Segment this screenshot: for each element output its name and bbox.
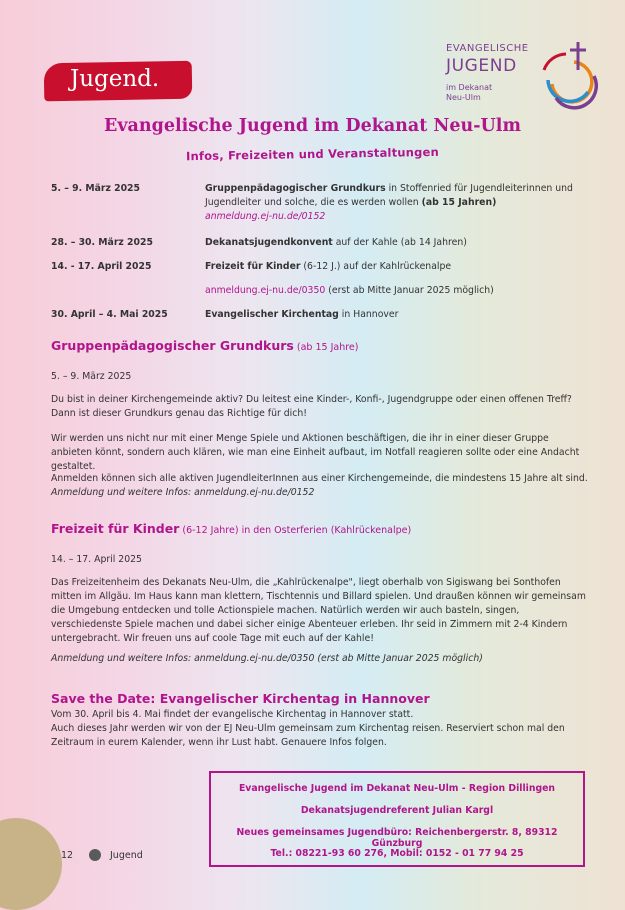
- footer-section: Jugend: [110, 850, 143, 861]
- schedule-desc: [205, 308, 600, 322]
- footer-dot-icon: [89, 849, 101, 861]
- schedule-note: (ab 15 Jahren): [421, 197, 497, 208]
- grundkurs-date: 5. – 9. März 2025: [51, 371, 132, 382]
- contact-organization: Evangelische Jugend im Dekanat Neu-Ulm - Region Dillingen: [238, 783, 556, 794]
- page-subtitle: Infos, Freizeiten und Veranstaltungen: [185, 144, 440, 164]
- grundkurs-paragraph-1: Du bist in deiner Kirchengemeinde aktiv? Du leitest eine Kinder-, Konfi-, Jugendgruppe oder einen offenen Treff? Dann ist dieser Grundkurs genau das Richtige für dich!: [51, 394, 572, 419]
- logo-line-jugend: JUGEND: [446, 56, 517, 76]
- freizeit-date: 14. – 17. April 2025: [51, 554, 142, 565]
- page-number: 12: [61, 850, 74, 861]
- schedule-date: 14. - 17. April 2025: [51, 261, 152, 272]
- cross-circle-icon: [530, 40, 606, 112]
- freizeit-heading-note: (6-12 Jahre) in den Osterferien (Kahlrückenalpe): [179, 525, 412, 536]
- schedule-text: auf der Kahle (ab 14 Jahren): [332, 237, 467, 248]
- banner-text: Jugend.: [70, 66, 160, 92]
- schedule-text: (6-12 J.) auf der Kahlrückenalpe: [300, 261, 452, 272]
- kirchentag-line-1: Vom 30. April bis 4. Mai findet der evangelische Kirchentag in Hannover statt.: [51, 709, 414, 720]
- schedule-title: Freizeit für Kinder: [205, 261, 301, 272]
- page-title: Evangelische Jugend im Dekanat Neu-Ulm: [104, 116, 521, 136]
- contact-address: Neues gemeinsames Jugendbüro: Reichenbergerstr. 8, 89312 Günzburg: [236, 827, 558, 849]
- contact-phone: Tel.: 08221-93 60 276, Mobil: 0152 - 01 77 94 25: [270, 848, 524, 859]
- contact-box: [209, 771, 585, 867]
- schedule-text: in Stoffenried für Jugendleiterinnen und Jugendleiter und solche, die es werden wollen: [205, 183, 573, 208]
- grundkurs-link[interactable]: Anmeldung und weitere Infos: anmeldung.ej-nu.de/0152: [51, 487, 315, 498]
- kirchentag-heading: Save the Date: Evangelischer Kirchentag in Hannover: [51, 691, 430, 706]
- freizeit-link[interactable]: Anmeldung und weitere Infos: anmeldung.ej-nu.de/0350 (erst ab Mitte Januar 2025 möglich): [51, 653, 483, 664]
- schedule-title: Gruppenpädagogischer Grundkurs: [205, 183, 386, 194]
- grundkurs-paragraph-3: Anmelden können sich alle aktiven JugendleiterInnen aus einer Kirchengemeinde, die mindestens 15 Jahre alt sind.: [51, 473, 588, 484]
- kirchentag-line-2: Auch dieses Jahr werden wir von der EJ Neu-Ulm gemeinsam zum Kirchentag reisen. Reserviert schon mal den Zeitraum in eurem Kalender, wenn ihr Lust habt. Genauere Infos folgen.: [51, 723, 565, 748]
- schedule-desc: [205, 284, 600, 298]
- schedule-link[interactable]: anmeldung.ej-nu.de/0152: [205, 211, 326, 222]
- schedule-desc: [205, 182, 600, 224]
- schedule-title: Dekanatsjugendkonvent: [205, 237, 333, 248]
- grundkurs-heading-text: Gruppenpädagogischer Grundkurs: [51, 338, 294, 353]
- corner-circle-decoration: [0, 818, 62, 910]
- grundkurs-paragraph-2: Wir werden uns nicht nur mit einer Menge Spiele und Aktionen beschäftigen, die ihr in einer dieser Gruppe anbieten könnt, sondern auch klären, wie man eine Einheit aufbaut, im Notfall reagieren sollte oder eine Andacht gestaltet.: [51, 433, 580, 472]
- schedule-date: 30. April – 4. Mai 2025: [51, 309, 168, 320]
- grundkurs-heading: [51, 338, 358, 353]
- freizeit-heading: [51, 521, 411, 536]
- schedule-text: in Hannover: [338, 309, 399, 320]
- logo-line-evangelische: EVANGELISCHE: [446, 43, 529, 54]
- freizeit-paragraph: Das Freizeitenheim des Dekanats Neu-Ulm, die „Kahlrückenalpe", liegt oberhalb von Sigiswang bei Sonthofen mitten im Allgäu. Im Haus kann man klettern, Tischtennis und Billard spielen. Und draußen können wir gemeinsam die Umgebung entdecken und tolle Actionspiele machen. Natürlich werden wir auch basteln, singen, verschiedenste Spiele machen und dabei sicher einige Abenteuer erleben. Ihr seid in Zimmern mit 2-4 Kindern untergebracht. Wir freuen uns auf coole Tage mit euch auf der Kahle!: [51, 577, 586, 644]
- schedule-desc: [205, 260, 600, 274]
- logo-line-neu-ulm: Neu-Ulm: [446, 93, 481, 102]
- schedule-desc: [205, 236, 600, 250]
- ej-logo: [446, 40, 606, 112]
- grundkurs-heading-note: (ab 15 Jahre): [293, 342, 359, 353]
- schedule-date: 28. – 30. März 2025: [51, 237, 153, 248]
- schedule-link[interactable]: anmeldung.ej-nu.de/0350: [205, 285, 326, 296]
- schedule-title: Evangelischer Kirchentag: [205, 309, 339, 320]
- freizeit-heading-text: Freizeit für Kinder: [51, 521, 180, 536]
- schedule-after: (erst ab Mitte Januar 2025 möglich): [325, 285, 494, 296]
- logo-line-dekanat: im Dekanat: [446, 83, 493, 92]
- schedule-date: 5. – 9. März 2025: [51, 183, 140, 194]
- contact-person: Dekanatsjugendreferent Julian Kargl: [300, 805, 494, 816]
